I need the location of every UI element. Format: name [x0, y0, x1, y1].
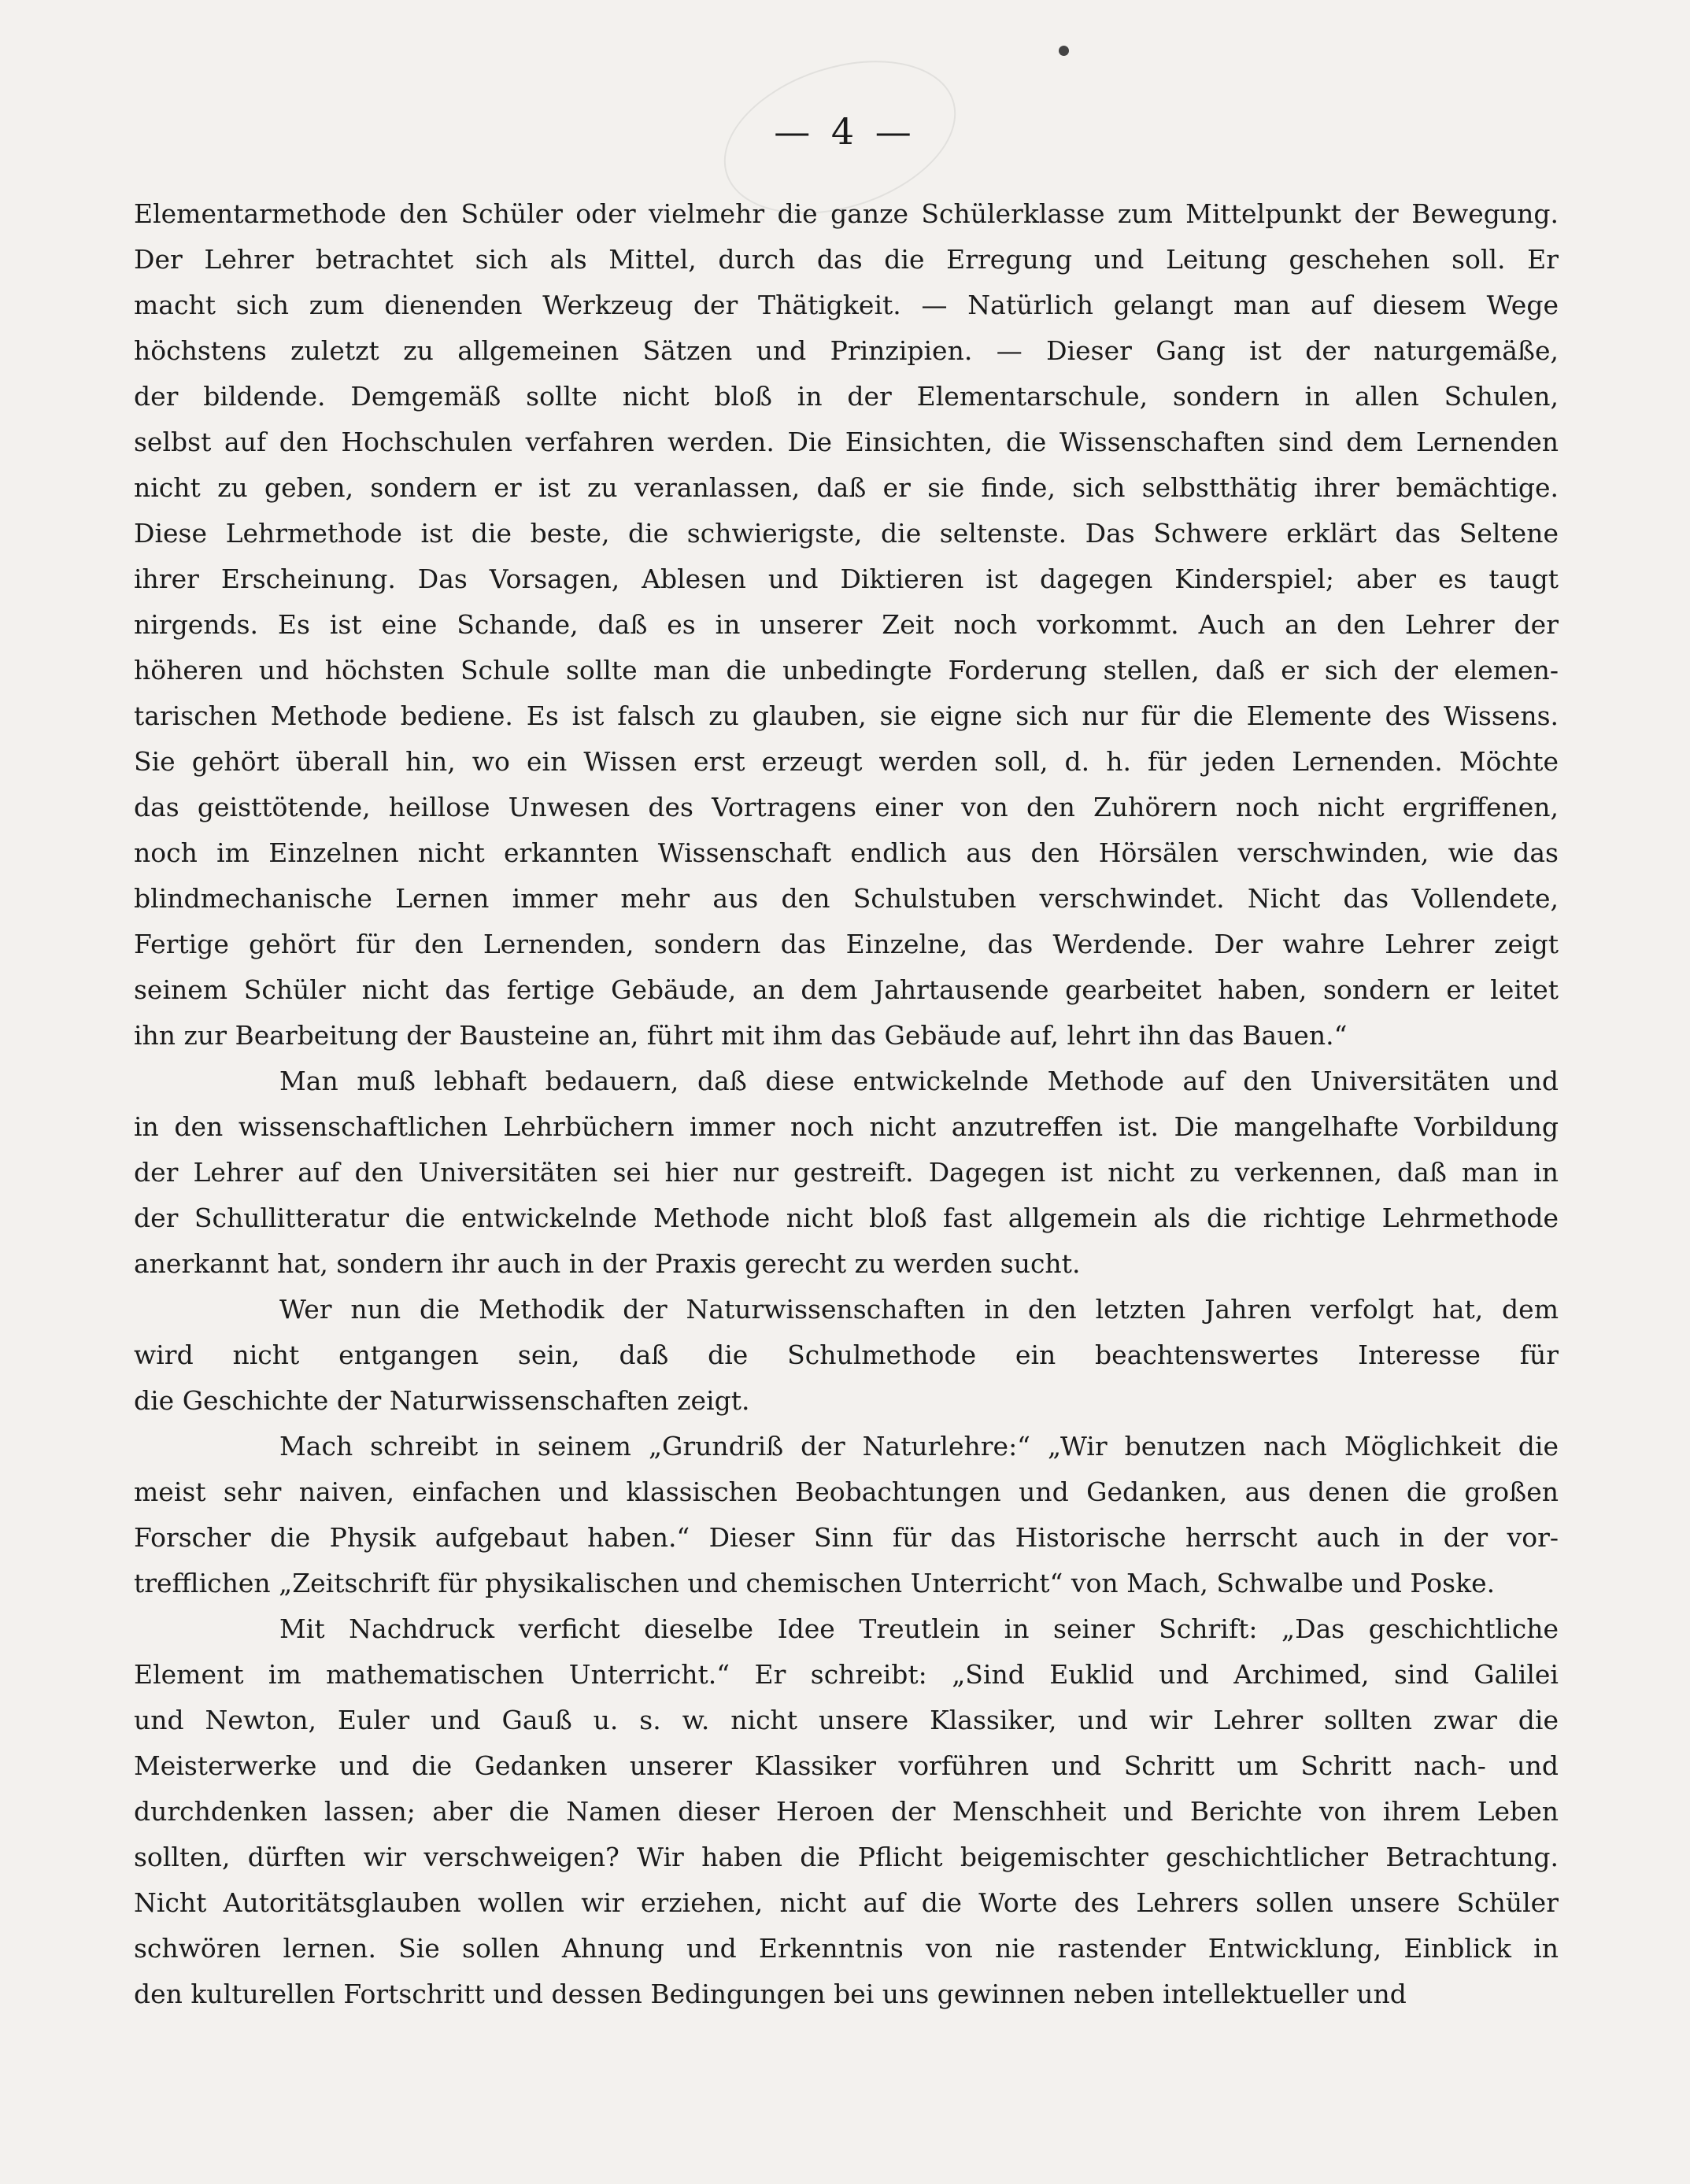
text-line: wird nicht entgangen sein, daß die Schulmethode ein beachtenswertes Interesse für	[134, 1340, 1559, 1370]
text-line: anerkannt hat, sondern ihr auch in der Praxis gerecht zu werden sucht.	[134, 1248, 1081, 1279]
paragraph	[134, 1287, 1559, 1424]
paragraph	[134, 1424, 1559, 1606]
text-line: sollten, dürften wir verschweigen? Wir haben die Pflicht beigemischter geschichtlicher Betrachtung.	[134, 1842, 1559, 1872]
text-line: und Newton, Euler und Gauß u. s. w. nicht unsere Klassiker, und wir Lehrer sollten zwar die	[134, 1705, 1559, 1735]
text-line: schwören lernen. Sie sollen Ahnung und Erkenntnis von nie rastender Entwicklung, Einblick in	[134, 1933, 1559, 1964]
page-number: — 4 —	[774, 110, 916, 153]
text-line: nicht zu geben, sondern er ist zu veranlassen, daß er sie finde, sich selbstthätig ihrer bemächtige.	[134, 472, 1559, 503]
text-line: ihn zur Bearbeitung der Bausteine an, führt mit ihm das Gebäude auf, lehrt ihn das Bauen.“	[134, 1020, 1348, 1051]
ink-speck	[1059, 46, 1069, 56]
paragraph	[134, 191, 1559, 1059]
body-text	[134, 191, 1559, 2017]
text-line: höchstens zuletzt zu allgemeinen Sätzen und Prinzipien. — Dieser Gang ist der naturgemäße,	[134, 335, 1559, 366]
text-line: der Lehrer auf den Universitäten sei hier nur gestreift. Dagegen ist nicht zu verkennen, daß man in	[134, 1157, 1559, 1188]
text-line: in den wissenschaftlichen Lehrbüchern immer noch nicht anzutreffen ist. Die mangelhafte Vorbildung	[134, 1111, 1559, 1142]
text-line: Forscher die Physik aufgebaut haben.“ Dieser Sinn für das Historische herrscht auch in der vor-	[134, 1522, 1559, 1553]
text-line: Fertige gehört für den Lernenden, sondern das Einzelne, das Werdende. Der wahre Lehrer zeigt	[134, 929, 1559, 959]
paragraph	[134, 1059, 1559, 1287]
text-line: der bildende. Demgemäß sollte nicht bloß in der Elementarschule, sondern in allen Schulen,	[134, 381, 1559, 412]
text-line: nirgends. Es ist eine Schande, daß es in unserer Zeit noch vorkommt. Auch an den Lehrer der	[134, 609, 1559, 640]
text-line: die Geschichte der Naturwissenschaften zeigt.	[134, 1385, 750, 1416]
text-line: Elementarmethode den Schüler oder vielmehr die ganze Schülerklasse zum Mittelpunkt der Bewegung.	[134, 198, 1559, 229]
text-line: tarischen Methode bediene. Es ist falsch zu glauben, sie eigne sich nur für die Elemente des Wissens.	[134, 700, 1559, 731]
text-line: meist sehr naiven, einfachen und klassischen Beobachtungen und Gedanken, aus denen die großen	[134, 1476, 1559, 1507]
text-line: der Schullitteratur die entwickelnde Methode nicht bloß fast allgemein als die richtige Lehrmethode	[134, 1203, 1559, 1233]
text-line: Diese Lehrmethode ist die beste, die schwierigste, die seltenste. Das Schwere erklärt das Seltene	[134, 518, 1559, 549]
text-line: Der Lehrer betrachtet sich als Mittel, durch das die Erregung und Leitung geschehen soll. Er	[134, 244, 1559, 275]
text-line: noch im Einzelnen nicht erkannten Wissenschaft endlich aus den Hörsälen verschwinden, wie das	[134, 837, 1559, 868]
text-line: blindmechanische Lernen immer mehr aus den Schulstuben verschwindet. Nicht das Vollendete,	[134, 883, 1559, 914]
text-line: das geisttötende, heillose Unwesen des Vortragens einer von den Zuhörern noch nicht ergriffenen,	[134, 792, 1559, 822]
text-line: Wer nun die Methodik der Naturwissenschaften in den letzten Jahren verfolgt hat, dem	[279, 1294, 1559, 1325]
text-line: seinem Schüler nicht das fertige Gebäude, an dem Jahrtausende gearbeitet haben, sondern er leitet	[134, 974, 1559, 1005]
text-line: ihrer Erscheinung. Das Vorsagen, Ablesen und Diktieren ist dagegen Kinderspiel; aber es taugt	[134, 564, 1559, 594]
text-line: Sie gehört überall hin, wo ein Wissen erst erzeugt werden soll, d. h. für jeden Lernenden. Möchte	[134, 746, 1559, 777]
text-line: Man muß lebhaft bedauern, daß diese entwickelnde Methode auf den Universitäten und	[279, 1066, 1559, 1096]
paragraph	[134, 1606, 1559, 2017]
text-line: den kulturellen Fortschritt und dessen Bedingungen bei uns gewinnen neben intellektueller und	[134, 1979, 1407, 2009]
text-line: trefflichen „Zeitschrift für physikalischen und chemischen Unterricht“ von Mach, Schwalbe und Poske.	[134, 1568, 1496, 1598]
text-line: Meisterwerke und die Gedanken unserer Klassiker vorführen und Schritt um Schritt nach- und	[134, 1750, 1559, 1781]
text-line: Element im mathematischen Unterricht.“ Er schreibt: „Sind Euklid und Archimed, sind Galilei	[134, 1659, 1559, 1690]
text-line: durchdenken lassen; aber die Namen dieser Heroen der Menschheit und Berichte von ihrem Leben	[134, 1796, 1559, 1827]
text-line: Mit Nachdruck verficht dieselbe Idee Treutlein in seiner Schrift: „Das geschichtliche	[279, 1613, 1559, 1644]
text-line: höheren und höchsten Schule sollte man die unbedingte Forderung stellen, daß er sich der elemen-	[134, 655, 1559, 686]
text-line: Nicht Autoritätsglauben wollen wir erziehen, nicht auf die Worte des Lehrers sollen unsere Schüler	[134, 1887, 1559, 1918]
text-line: selbst auf den Hochschulen verfahren werden. Die Einsichten, die Wissenschaften sind dem Lernenden	[134, 427, 1559, 457]
text-line: Mach schreibt in seinem „Grundriß der Naturlehre:“ „Wir benutzen nach Möglichkeit die	[279, 1431, 1559, 1462]
text-line: macht sich zum dienenden Werkzeug der Thätigkeit. — Natürlich gelangt man auf diesem Wege	[134, 290, 1559, 320]
